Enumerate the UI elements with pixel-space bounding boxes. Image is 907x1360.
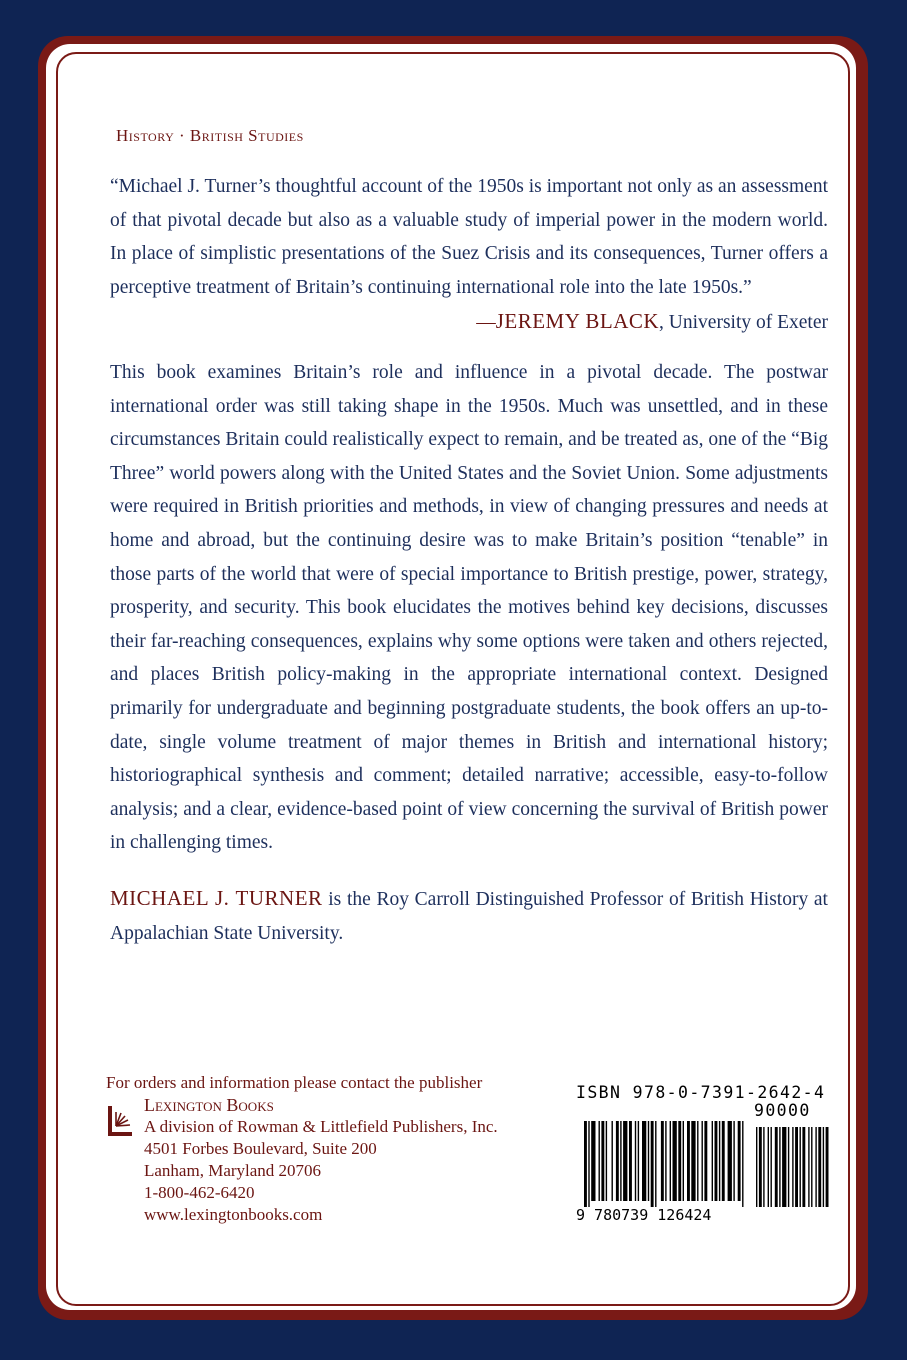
barcode-bar — [606, 1121, 607, 1201]
barcode-bar — [702, 1121, 703, 1201]
publisher-address-1: 4501 Forbes Boulevard, Suite 200 — [144, 1139, 377, 1158]
barcode-addon-bar — [815, 1127, 816, 1207]
barcode-bar — [719, 1121, 720, 1201]
barcode-addon-bar — [763, 1127, 764, 1207]
barcode-bar — [691, 1121, 695, 1201]
publisher-address-2: Lanham, Maryland 20706 — [144, 1161, 322, 1180]
barcode-bar — [620, 1121, 621, 1201]
barcode-addon-bar — [782, 1127, 786, 1207]
barcode-bar — [670, 1121, 671, 1201]
isbn-label: ISBN 978-0-7391-2642-4 — [576, 1083, 826, 1102]
barcode-addon-bar — [775, 1127, 778, 1207]
category-area: British Studies — [189, 126, 304, 145]
ean-digits: 9 780739 126424 — [576, 1206, 712, 1224]
barcode-addon-bar — [768, 1127, 769, 1207]
barcode-addon-bar — [795, 1127, 798, 1207]
barcode-addon-bar — [779, 1127, 780, 1207]
category-label — [116, 126, 304, 146]
publisher-info — [106, 1072, 576, 1226]
author-bio — [110, 882, 828, 950]
barcode-bar — [738, 1121, 741, 1201]
barcode-addon-number: 90000 — [754, 1101, 811, 1120]
barcode-bars — [576, 1121, 830, 1207]
barcode-bar — [623, 1121, 627, 1201]
book-description: This book examines Britain’s role and influence in a pivotal decade. The postwar international order was still taking shape in the 1950s. Much was unsettled, and in these circumstances Britain could realistically expect to remain, and be treated as, one of the “Big Three” world powers along with the United States and the Soviet Union. Some adjustments were required in British priorities and methods, in view of changing pressures and needs at home and abroad, but the continuing desire was to make Britain’s position “tenable” in those parts of the world that were of special importance to British prestige, power, strategy, prosperity, and security. This book elucidates the motives behind key decisions, discusses their far-reaching consequences, explains why some options were taken and others rejected, and places British policy-making in the appropriate international context. Designed primarily for undergraduate and beginning postgraduate students, the book offers an up-to-date, single volume treatment of major themes in British and international history; historiographical synthesis and comment; detailed narrative; accessible, easy-to-follow analysis; and a clear, evidence-based point of view concerning the survival of British power in challenging times. — [110, 362, 828, 854]
barcode-addon-bar — [811, 1127, 812, 1207]
endorsement-quote: “Michael J. Turner’s thoughtful account of the 1950s is important not only as an assessment of that pivotal decade but also as a valuable study of imperial power in the modern world. In place of simplistic presentations of the Suez Crisis and its consequences, Turner offers a perceptive treatment of Britain’s continuing international role into the late 1950s.” — [110, 176, 828, 298]
author-bio-text: is the Roy Carroll Distinguished Professor of British History at Appalachian State University. — [110, 889, 828, 944]
barcode-bar — [629, 1121, 632, 1201]
barcode-bar — [591, 1121, 595, 1201]
barcode-bar — [673, 1121, 677, 1201]
attribution-name: JEREMY BLACK — [495, 309, 660, 333]
barcode-addon-bar — [759, 1127, 762, 1207]
barcode-bar — [742, 1121, 743, 1207]
barcode-addon-bar — [771, 1127, 772, 1207]
barcode-bar — [616, 1121, 619, 1201]
barcode-bar — [704, 1121, 707, 1201]
barcode-bar — [687, 1121, 690, 1201]
publisher-logo-icon — [106, 1100, 136, 1138]
barcode-bar — [642, 1121, 646, 1201]
barcode-addon-bar — [826, 1127, 829, 1207]
barcode-bar — [712, 1121, 713, 1201]
isbn-barcode — [576, 1083, 830, 1228]
publisher-division: A division of Rowman & Littlefield Publishers, Inc. — [144, 1117, 498, 1136]
barcode-bar — [601, 1121, 604, 1201]
barcode-bar — [651, 1121, 654, 1207]
barcode-bar — [678, 1121, 681, 1201]
barcode-bar — [733, 1121, 734, 1201]
barcode-bar — [599, 1121, 600, 1201]
barcode-bar — [683, 1121, 684, 1201]
barcode-bar — [584, 1121, 587, 1207]
attribution-affiliation: , University of Exeter — [659, 312, 828, 333]
barcode-bar — [722, 1121, 725, 1201]
barcode-addon-bar — [818, 1127, 821, 1207]
barcode-bar — [728, 1121, 732, 1201]
barcode-bar — [612, 1121, 613, 1201]
endorsement-attribution — [110, 305, 828, 340]
barcode-bar — [697, 1121, 698, 1201]
barcode-addon-bar — [808, 1127, 809, 1207]
barcode-addon-bar — [800, 1127, 801, 1207]
barcode-bar — [588, 1121, 589, 1207]
barcode-bar — [715, 1121, 718, 1201]
barcode-addon-bar — [792, 1127, 793, 1207]
barcode-bar — [665, 1121, 666, 1201]
barcode-addon-bar — [802, 1127, 805, 1207]
barcode-bar — [648, 1121, 649, 1201]
publisher-website: www.lexingtonbooks.com — [144, 1205, 323, 1224]
publisher-phone: 1-800-462-6420 — [144, 1183, 255, 1202]
barcode-bar — [638, 1121, 639, 1201]
barcode-addon-bar — [756, 1127, 757, 1207]
barcode-bar — [655, 1121, 656, 1207]
barcode-addon-bar — [823, 1127, 824, 1207]
publisher-name: Lexington Books — [144, 1095, 274, 1115]
barcode-addon-bar — [788, 1127, 789, 1207]
attribution-dash: — — [476, 312, 496, 333]
publisher-contact-line: For orders and information please contact the publisher — [106, 1073, 483, 1092]
barcode-bar — [635, 1121, 636, 1201]
category-subject: History — [116, 126, 175, 145]
barcode-bar — [661, 1121, 664, 1201]
author-name: MICHAEL J. TURNER — [110, 886, 323, 910]
category-separator: · — [178, 126, 186, 145]
